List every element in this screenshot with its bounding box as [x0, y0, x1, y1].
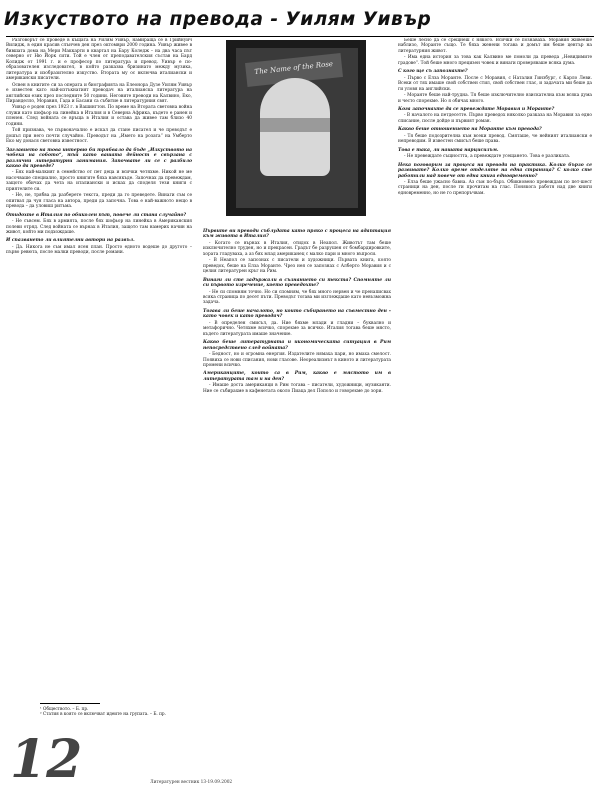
paragraph: - Имаше доста американци в Рим тогава – писатели, художници, музиканти. Ние се събирахме в кафенетата около Пиаца дел Пополо и говорехме до зори. [203, 383, 391, 394]
interview-question: С кого ще съ запознахте? [398, 69, 468, 75]
paragraph: - Бедност, но и огромна енергия. Издателите нямаха пари, но имаха смелост. Появиха се нови списания, нови гласове. Неореализмът в киното и литературата промени всичко. [203, 352, 391, 368]
footnotes [40, 706, 192, 716]
column-3 [398, 38, 592, 776]
paragraph: Беше лесно да се срещнеш с някого. Всички се познаваха. Моравия живееше наблизо, Моранте също. Те бяха женени тогава и домът им беше център на литературния живот. [398, 38, 592, 54]
interview-question: Кога започнахте да се превеждате Моравия и Моранте? [398, 106, 555, 112]
paragraph: - Елза беше ужасно бавна. Аз съм по-бърз. Обикновено превеждам по пет-шест страници на ден, после ги прочитам на глас. Понякога работя над две книги едновременно, но не го препоръчвам. [398, 179, 592, 196]
interview-question: Какво беше литературната и икономическата ситуация в Рим непосредствено след войната? [203, 340, 391, 351]
paragraph: - Не съвсем. Бях в армията, после бях шофьор на линейка в Американския полеви отряд. След войната се върнах в Италия, защото там намерих начин на живот, който ми подхождаше. [6, 219, 192, 235]
interview-question: Първите ви преводи съблудата като пряко с процеса на адаптация към живота в Италия? [203, 229, 391, 240]
paragraph: - Моранте беше най-трудна. Тя беше изключително взискателна към всяка дума и често спорехме. Но я обичах много. [398, 93, 592, 104]
portrait-band [260, 118, 330, 132]
interview-question: Тогава ли беше началото, но които събирането на съвместно ден – като човек и като преводач? [203, 308, 391, 320]
footnote-1: ¹ Обществото. – Б. пр. [40, 706, 89, 711]
interview-question: Винаги ли сте задържали в съзнанието си текста? Спомняте ли си първото изречение, което преведохте? [203, 277, 391, 289]
interview-question: Отидохте в Италия по обиколен път, повече ли стана случайно? [6, 212, 187, 218]
paragraph: - В определен смисъл, да. Ние бяхме млади и гладни – буквално и метафорично. Четяхме всичко, спорехме за всичко. Италия тогава беше място, където литературата имаше значение. [203, 320, 391, 337]
paragraph: Уивър е роден през 1923 г. в Вашингтон. По време на Втората световна война служи като шофьор на линейка в Италия и в Северна Африка, където е ранен и пленен. След войната се връща в Италия и остава да живее там близо 40 години. [6, 105, 192, 127]
book-title: The Name of the Rose [254, 59, 334, 77]
paragraph: - Не, не, трябва да разберете текста, преди да го преведете. Винаги съм се опитвал да чуя гласа на автора, преди да започна. Това е най-важното нещо в превода – да уловиш ритъма. [6, 193, 192, 210]
paragraph: - Не превеждате същността, а превеждате усещането. Това е разликата. [404, 154, 571, 160]
paragraph: - Когато се върнах в Италия, отидох в Неапол. Животът там беше изключително труден, но и прекрасен. Градът бе разрушен от бомбардировките, хората гладуваха, а аз бях млад американец с малко пари и много въпроси. [203, 240, 391, 257]
paragraph: Освен в книгите си за операта и биографията на Елеонора Дузе Уилям Уивър е известен като най-изтъкнатият преводач на италианска литература на английски език през последните 50 години. Неговите преводи на Калвино, Еко, Пиранделло, Моравия, Гада и Басани са събитие в литературния свят. [6, 82, 192, 104]
paragraph: - В Неапол се запознах с писатели и художници. Първата книга, която преведох, беше на Елза Моранте. Чрез нея се запознах с Алберто Моравия и с целия литературен кръг на Рим. [203, 258, 391, 275]
footnote-2: ² Статия в която се включват идеите на групата. – Б. пр. [40, 711, 166, 717]
interview-question: Заглавието на това интервю би трябвало да бъде „Изкуството на чобека на собото“, тъй като вашата дейност е свързана с различни литературни занимания. Започвате ли се с разбило какво да преведе? [6, 147, 192, 169]
paragraph: - Бях най-малкият в семейство от пет деца и всички четяхме. Никой не ме насочваше специално, просто книгите бяха навсякъде. Започнах да превеждам, защото обичах да чета на италиански и исках да споделя тези книги с приятелите си. [6, 170, 192, 192]
paragraph: - Не си спомням точно. Но си спомням, че бях много нервен и че пренаписвах всяка страница по десет пъти. Преводът тогава ми изглеждаше като невъзможна задача. [203, 289, 391, 306]
paragraph: - В началото на петдесетте. Първо преведох няколко разказа на Моравия за едно списание, после дойде и първият роман. [398, 113, 592, 124]
paragraph: - Има една история за това как Калвино ме помоли да преведа „Невидимите градове“. Той беше много прецизен човек и винаги проверяваше всяка дума. [398, 55, 592, 66]
interview-question: Американците, които са в Рим, какво е мястото им в литературата там и на ден? [203, 371, 391, 382]
column-2 [203, 226, 391, 776]
column-1 [6, 38, 192, 703]
paragraph: - Тя беше подозрителна към всеки превод. Смяташе, че нейният италиански е непреводим. В известен смисъл беше права. [398, 133, 592, 145]
page-footer: Литературен вестник 13-19.09.2002 [150, 780, 233, 785]
paragraph: - Първо с Елза Моранте. После с Моравия, с Наталия Гинзбург, с Карло Леви. Всеки от тях имаше свой собствен стил, свой собствен глас, и задачата ми беше да ги уловя на английски. [398, 75, 592, 92]
paragraph: - Да. Никога не съм имал ясен план. Просто едното водеше до другото – първо ревюта, после малки преводи, после романи. [6, 244, 192, 256]
article-title: Изкуството на превода - Уилям Уивър [4, 9, 432, 30]
interview-question: Това е така, ли нашата нарцисизъм. [398, 147, 499, 153]
paragraph: Той признава, че първоначално е искал да стане писател и че преводът е дошъл при него почти случайно. Преводът на „Името на розата“ на Умберто Еко му донася световна известност. [6, 128, 192, 145]
interview-question: Какво беше отношението на Моранте към превода? [398, 127, 542, 133]
book-cover-photo [226, 40, 366, 216]
interview-question: И спазването ли влиятелни автори на развъл. [6, 238, 135, 244]
title-rule [6, 36, 594, 37]
page-number: 12 [10, 729, 83, 790]
paragraph: Разговорът се проведе в къщата на Уилям Уивър, намираща се в Грийнуич Вилидж, в един красив слънчев ден през октомври 2000 година. Уивър живее в бившата дома на Мери Маккарти в квартал на Бару Коледж – на два часа път северно от Ню Йорк сити. Той е член от преподавателския състав на Бард Колидж от 1991 г. и е професор по литература и превод. Уивър е по-образователен изследовател, в който разказва бризинато между музика, литература и изобразително изкуство. Втората му ос включва италиански и американски писатели. [6, 38, 192, 82]
interview-question: Нека поговорим за процеса на превода на практика. Колко бързо се развивате? Колко време отделяте на една страница? С колко сте работили над повече от една книга едновременно? [398, 162, 592, 179]
footnote-rule [40, 703, 100, 704]
